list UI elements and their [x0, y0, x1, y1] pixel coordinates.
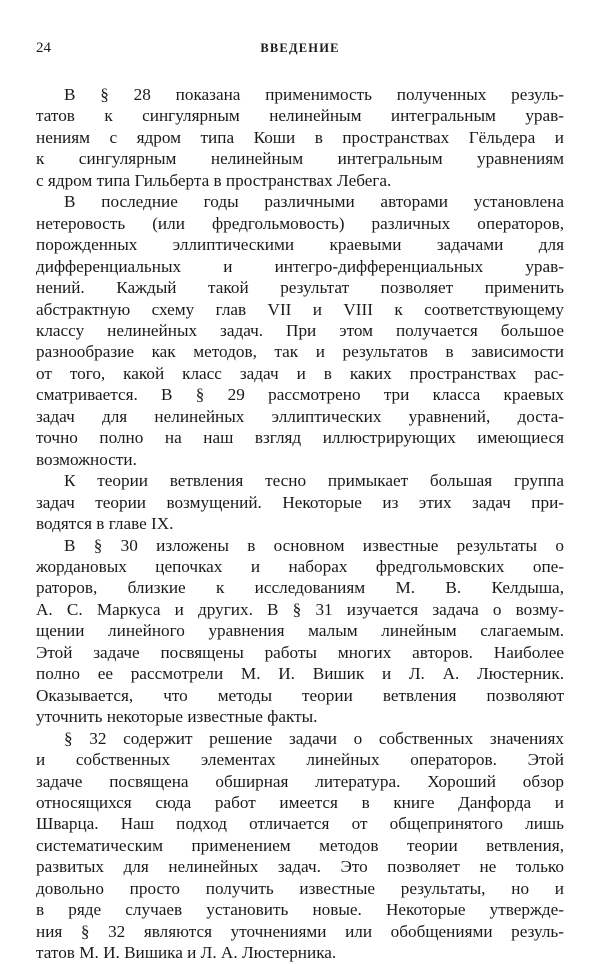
text-line: В последние годы различными авторами установлена — [64, 192, 564, 212]
text-line: систематическим применением методов теории ветвления, — [36, 835, 564, 855]
text-line: классу нелинейных задач. При этом получается большое — [36, 320, 564, 340]
text-line: задаче посвящена обширная литература. Хороший обзор — [36, 771, 564, 791]
text-line: и собственных элементах линейных операторов. Этой — [36, 750, 564, 770]
text-line: нениям с ядром типа Коши в пространствах Гёльдера и — [36, 127, 564, 147]
text-line: от того, какой класс задач и в каких пространствах рас- — [36, 363, 564, 383]
text-line: абстрактную схему глав VII и VIII к соответствующему — [36, 299, 564, 319]
text-line: в ряде случаев установить новые. Некоторые утвержде- — [36, 900, 564, 920]
text-line: Этой задаче посвящены работы многих авторов. Наиболее — [36, 642, 564, 662]
text-line: сматривается. В § 29 рассмотрено три класса краевых — [36, 385, 564, 405]
body-text — [36, 84, 564, 964]
text-line: водятся в главе IX. — [36, 514, 174, 534]
text-line: полно ее рассмотрели М. И. Вишик и Л. А. Люстерник. — [36, 664, 564, 684]
text-line: нений. Каждый такой результат позволяет применить — [36, 278, 564, 298]
text-line: развитых для нелинейных задач. Это позволяет не только — [36, 857, 564, 877]
text-line: разнообразие как методов, так и результатов в зависимости — [36, 342, 564, 362]
text-line: раторов, близкие к исследованиям М. В. Келдыша, — [36, 578, 564, 598]
text-line: татов к сингулярным нелинейным интегральным урав- — [36, 106, 564, 126]
page-number: 24 — [36, 40, 51, 56]
text-line: дифференциальных и интегро-дифференциальных урав- — [36, 256, 564, 276]
text-line: возможности. — [36, 449, 137, 469]
text-line: ния § 32 являются уточнениями или обобщениями резуль- — [36, 921, 564, 941]
text-line: щении линейного уравнения малым линейным слагаемым. — [36, 621, 564, 641]
running-head — [36, 40, 564, 60]
text-line: относящихся сюда работ имеется в книге Данфорда и — [36, 792, 564, 812]
text-line: В § 28 показана применимость полученных резуль- — [64, 85, 564, 104]
text-line: Оказывается, что методы теории ветвления позволяют — [36, 685, 564, 705]
text-line: жордановых цепочках и наборах фредгольмовских опе- — [36, 556, 564, 576]
text-line: задач для нелинейных эллиптических уравнений, доста- — [36, 406, 564, 426]
text-line: § 32 содержит решение задачи о собственных значениях — [64, 728, 564, 748]
paragraph — [36, 191, 564, 470]
text-line: к сингулярным нелинейным интегральным уравнениям — [36, 149, 564, 169]
text-line: А. С. Маркуса и других. В § 31 изучается задача о возму- — [36, 599, 564, 619]
text-line: точно полно на наш взгляд иллюстрирующих имеющиеся — [36, 428, 564, 448]
book-page — [36, 0, 564, 963]
text-line: Шварца. Наш подход отличается от общепринятого лишь — [36, 814, 564, 834]
text-line: нетеровость (или фредгольмовость) различных операторов, — [36, 213, 564, 233]
paragraph — [36, 84, 564, 191]
text-line: К теории ветвления тесно примыкает большая группа — [64, 471, 564, 491]
text-line: задач теории возмущений. Некоторые из этих задач при- — [36, 492, 564, 512]
paragraph — [36, 535, 564, 728]
text-line: порожденных эллиптическими краевыми задачами для — [36, 235, 564, 255]
paragraph — [36, 728, 564, 964]
paragraph — [36, 470, 564, 534]
running-title: ВВЕДЕНИЕ — [260, 41, 340, 55]
text-line: татов М. И. Вишика и Л. А. Люстерника. — [36, 943, 337, 963]
text-line: В § 30 изложены в основном известные результаты о — [64, 535, 564, 555]
text-line: уточнить некоторые известные факты. — [36, 707, 318, 727]
text-line: довольно просто получить известные результаты, но и — [36, 878, 564, 898]
text-line: с ядром типа Гильберта в пространствах Лебега. — [36, 170, 392, 190]
